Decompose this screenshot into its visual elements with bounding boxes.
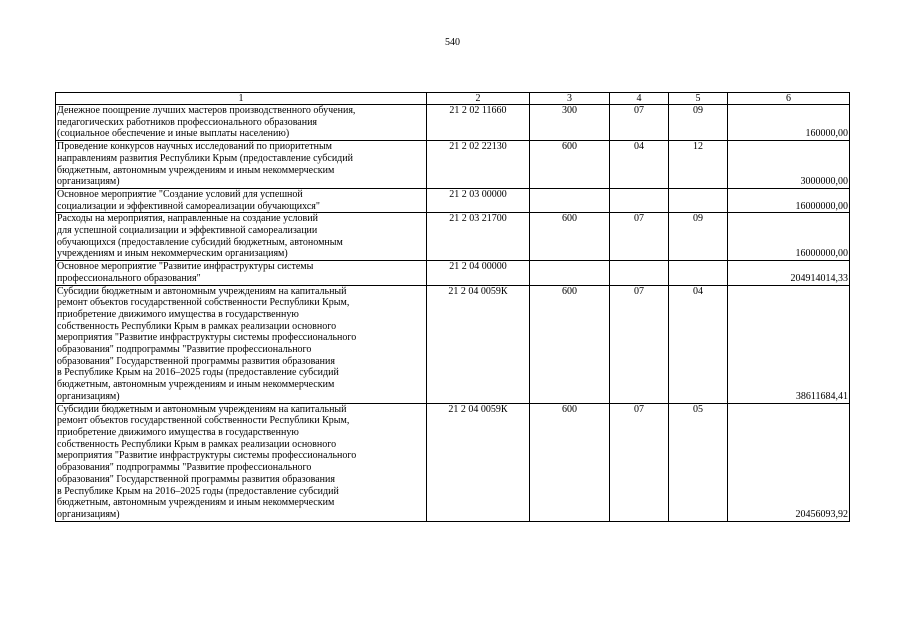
expense-name-line: приобретение движимого имущества в государственную xyxy=(57,426,299,438)
amount: 204914014,33 xyxy=(728,261,850,285)
expense-name-line: образования" подпрограммы "Развитие профессионального xyxy=(57,462,312,474)
section-code: 07 xyxy=(610,285,669,403)
expense-name-line: Проведение конкурсов научных исследований по приоритетным xyxy=(57,141,332,153)
expense-name-line: Субсидии бюджетным и автономным учреждениям на капитальный xyxy=(57,285,347,297)
expense-type-code: 600 xyxy=(530,285,610,403)
expense-name-line: учреждениям и иным некоммерческим организациям) xyxy=(57,248,288,260)
expense-name-line: педагогических работников профессионального образования xyxy=(57,116,318,128)
expense-name-line: Денежное поощрение лучших мастеров производственного обучения, xyxy=(57,105,356,116)
amount: 3000000,00 xyxy=(728,141,850,189)
expense-name xyxy=(56,285,427,403)
expense-type-code xyxy=(530,261,610,285)
expense-name-line: ремонт объектов государственной собственности Республики Крым, xyxy=(57,297,350,309)
expense-name-line: мероприятия "Развитие инфраструктуры системы профессионального xyxy=(57,450,357,462)
expense-name-line: собственность Республики Крым в рамках реализации основного xyxy=(57,320,337,332)
expense-name xyxy=(56,403,427,521)
expense-name-line: бюджетным, автономным учреждениям и иным некоммерческим xyxy=(57,379,335,391)
expense-name-line: Расходы на мероприятия, направленные на создание условий xyxy=(57,213,318,225)
expense-name xyxy=(56,188,427,212)
expense-name-line: направлениям развития Республики Крым (предоставление субсидий xyxy=(57,152,353,164)
column-number: 2 xyxy=(427,93,530,105)
table-body xyxy=(56,93,850,522)
subsection-code: 04 xyxy=(669,285,728,403)
subsection-code: 09 xyxy=(669,105,728,141)
section-code: 07 xyxy=(610,105,669,141)
expense-name xyxy=(56,105,427,141)
expense-type-code: 600 xyxy=(530,403,610,521)
expense-name-line: бюджетным, автономным учреждениям и иным некоммерческим xyxy=(57,164,335,176)
expense-name-line: социализации и эффективной самореализации обучающихся" xyxy=(57,200,320,212)
amount: 16000000,00 xyxy=(728,213,850,261)
expense-name-line: в Республике Крым на 2016–2025 годы (предоставление субсидий xyxy=(57,485,339,497)
expense-name-line: бюджетным, автономным учреждениям и иным некоммерческим xyxy=(57,497,335,509)
subsection-code: 12 xyxy=(669,141,728,189)
section-code xyxy=(610,188,669,212)
expense-type-code: 600 xyxy=(530,213,610,261)
section-code: 04 xyxy=(610,141,669,189)
column-number: 6 xyxy=(728,93,850,105)
expense-name-line: организациям) xyxy=(57,390,120,402)
column-number-row xyxy=(56,93,850,105)
amount: 16000000,00 xyxy=(728,188,850,212)
column-number: 1 xyxy=(56,93,427,105)
section-code xyxy=(610,261,669,285)
amount: 160000,00 xyxy=(728,105,850,141)
expense-name-line: в Республике Крым на 2016–2025 годы (предоставление субсидий xyxy=(57,367,339,379)
expense-name-line: приобретение движимого имущества в государственную xyxy=(57,308,299,320)
budget-table xyxy=(55,92,850,522)
column-number: 4 xyxy=(610,93,669,105)
target-article-code: 21 2 04 00000 xyxy=(427,261,530,285)
target-article-code: 21 2 03 21700 xyxy=(427,213,530,261)
subsection-code xyxy=(669,188,728,212)
expense-name-line: обучающихся (предоставление субсидий бюджетным, автономным xyxy=(57,236,343,248)
subsection-code: 09 xyxy=(669,213,728,261)
table-row xyxy=(56,141,850,189)
page-number: 540 xyxy=(445,37,460,48)
expense-name xyxy=(56,141,427,189)
subsection-code xyxy=(669,261,728,285)
expense-type-code: 300 xyxy=(530,105,610,141)
subsection-code: 05 xyxy=(669,403,728,521)
table-row xyxy=(56,403,850,521)
expense-name-line: собственность Республики Крым в рамках реализации основного xyxy=(57,438,337,450)
column-number: 5 xyxy=(669,93,728,105)
expense-name-line: (социальное обеспечение и иные выплаты населению) xyxy=(57,128,290,140)
section-code: 07 xyxy=(610,213,669,261)
table-row xyxy=(56,285,850,403)
target-article-code: 21 2 04 0059К xyxy=(427,285,530,403)
expense-name-line: организациям) xyxy=(57,508,120,520)
target-article-code: 21 2 04 0059К xyxy=(427,403,530,521)
target-article-code: 21 2 03 00000 xyxy=(427,188,530,212)
expense-name-line: ремонт объектов государственной собственности Республики Крым, xyxy=(57,415,350,427)
column-number: 3 xyxy=(530,93,610,105)
expense-name-line: для успешной социализации и эффективной самореализации xyxy=(57,225,318,237)
table-row xyxy=(56,261,850,285)
expense-name xyxy=(56,261,427,285)
expense-name-line: Субсидии бюджетным и автономным учреждениям на капитальный xyxy=(57,403,347,415)
expense-name-line: Основное мероприятие "Развитие инфраструктуры системы xyxy=(57,261,314,273)
expense-name-line: профессионального образования" xyxy=(57,272,201,284)
expense-name-line: Основное мероприятие "Создание условий для успешной xyxy=(57,188,303,200)
expense-name-line: образования" Государственной программы развития образования xyxy=(57,473,335,485)
amount: 38611684,41 xyxy=(728,285,850,403)
table-row xyxy=(56,105,850,141)
table-row xyxy=(56,188,850,212)
expense-name-line: организациям) xyxy=(57,176,120,188)
target-article-code: 21 2 02 22130 xyxy=(427,141,530,189)
expense-name-line: образования" подпрограммы "Развитие профессионального xyxy=(57,344,312,356)
expense-type-code xyxy=(530,188,610,212)
section-code: 07 xyxy=(610,403,669,521)
expense-name-line: образования" Государственной программы развития образования xyxy=(57,355,335,367)
amount: 20456093,92 xyxy=(728,403,850,521)
table-row xyxy=(56,213,850,261)
target-article-code: 21 2 02 11660 xyxy=(427,105,530,141)
expense-name-line: мероприятия "Развитие инфраструктуры системы профессионального xyxy=(57,332,357,344)
expense-name xyxy=(56,213,427,261)
expense-type-code: 600 xyxy=(530,141,610,189)
